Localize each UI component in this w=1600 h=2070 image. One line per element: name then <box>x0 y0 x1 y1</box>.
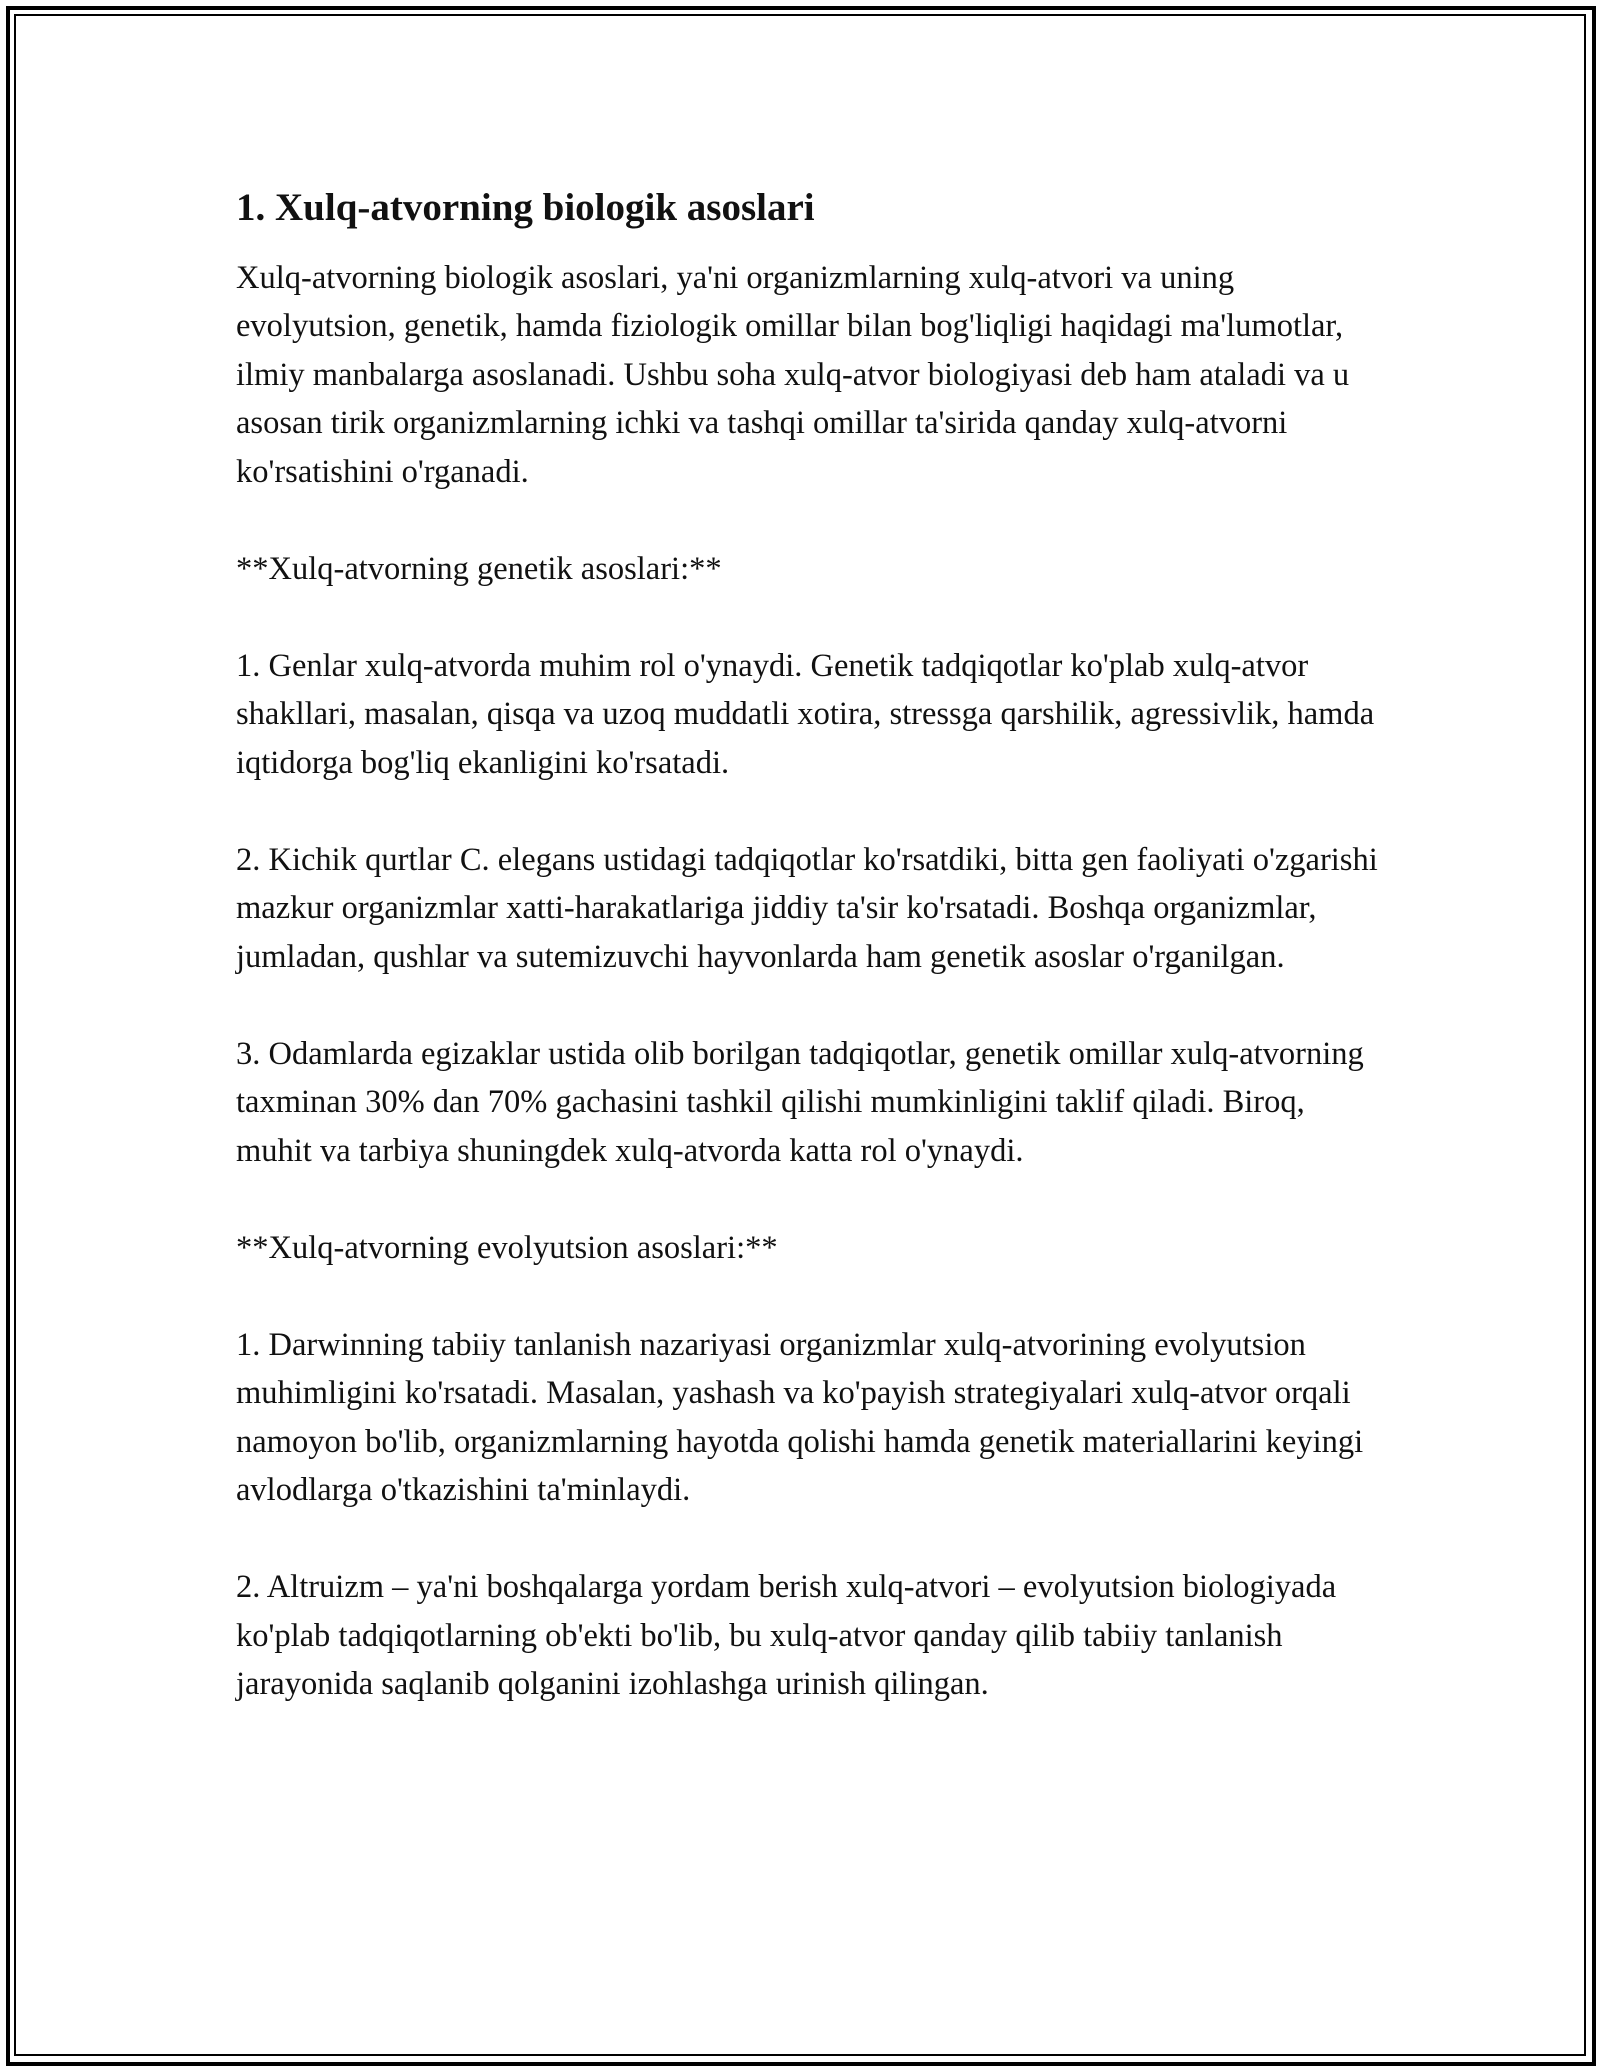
genetic-point-1: 1. Genlar xulq-atvorda muhim rol o'ynaydi. Genetik tadqiqotlar ko'plab xulq-atvor shakllari, masalan, qisqa va uzoq muddatli xotira, stressga qarshilik, agressivlik, hamda iqtidorga bog'liq ekanligini ko'rsatadi. <box>236 647 1375 781</box>
genetic-section-heading: **Xulq-atvorning genetik asoslari:** <box>236 550 722 587</box>
evolutionary-point-2: 2. Altruizm – ya'ni boshqalarga yordam berish xulq-atvori – evolyutsion biologiyada ko'plab tadqiqotlarning ob'ekti bo'lib, bu xulq-atvor qanday qilib tabiiy tanlanish jarayonida saqlanib qolganini izohlashga urinish qilingan. <box>236 1569 1337 1703</box>
evolutionary-section-heading: **Xulq-atvorning evolyutsion asoslari:** <box>236 1229 778 1266</box>
intro-paragraph: Xulq-atvorning biologik asoslari, ya'ni organizmlarning xulq-atvori va uning evolyutsion, genetik, hamda fiziologik omillar bilan bog'liqligi haqidagi ma'lumotlar, ilmiy manbalarga asoslanadi. Ushbu soha xulq-atvor biologiyasi deb ham ataladi va u asosan tirik organizmlarning ichki va tashqi omillar ta'sirida qanday xulq-atvorni ko'rsatishini o'rganadi. <box>236 259 1350 490</box>
evolutionary-point-1: 1. Darwinning tabiiy tanlanish nazariyasi organizmlar xulq-atvorining evolyutsion muhimligini ko'rsatadi. Masalan, yashash va ko'payish strategiyalari xulq-atvor orqali namoyon bo'lib, organizmlarning hayotda qolishi hamda genetik materiallarini keyingi avlodlarga o'tkazishini ta'minlaydi. <box>236 1326 1364 1509</box>
genetic-point-3: 3. Odamlarda egizaklar ustida olib borilgan tadqiqotlar, genetik omillar xulq-atvorning taxminan 30% dan 70% gachasini tashkil qilishi mumkinligini taklif qiladi. Biroq, muhit va tarbiya shuningdek xulq-atvorda katta rol o'ynaydi. <box>236 1035 1364 1169</box>
document-body <box>236 185 1386 1757</box>
document-title: 1. Xulq-atvorning biologik asoslari <box>236 186 815 229</box>
genetic-point-2: 2. Kichik qurtlar C. elegans ustidagi tadqiqotlar ko'rsatdiki, bitta gen faoliyati o'zgarishi mazkur organizmlar xatti-harakatlariga jiddiy ta'sir ko'rsatadi. Boshqa organizmlar, jumladan, qushlar va sutemizuvchi hayvonlarda ham genetik asoslar o'rganilgan. <box>236 841 1378 975</box>
